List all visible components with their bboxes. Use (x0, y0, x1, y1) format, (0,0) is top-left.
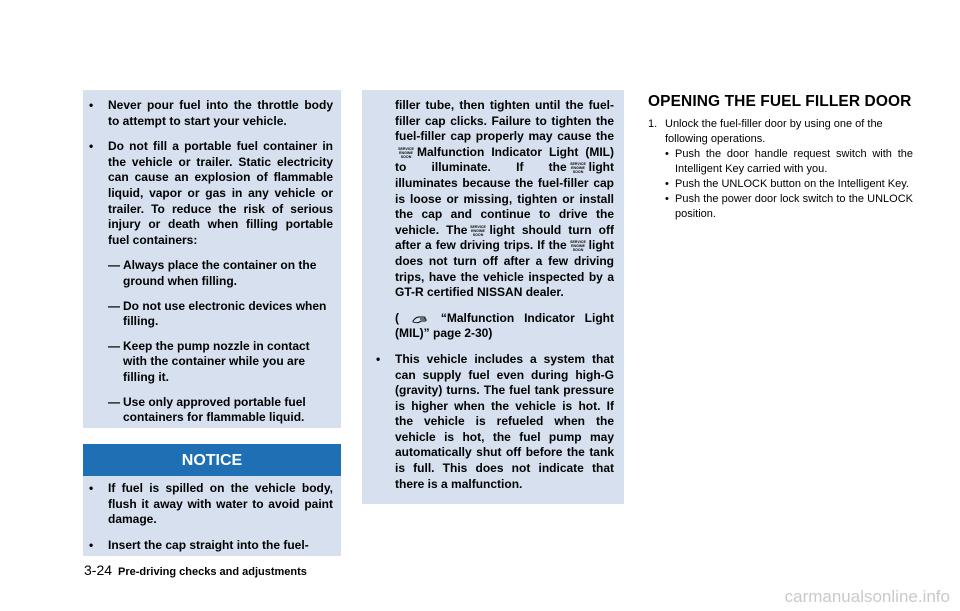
notice-item: • If fuel is spilled on the vehicle body, flush it away with water to avoid paint damage. (89, 481, 333, 527)
service-engine-soon-icon (568, 161, 588, 173)
option-item: • Push the UNLOCK button on the Intelligent Key. (665, 178, 909, 190)
warning-paragraph: filler tube, then tighten until the fuel-filler cap clicks. Failure to tighten the fuel-filler cap properly may cause theMalfunction Indicator Light (MIL) to illuminate. If the light illuminates because the fuel-filler cap is loose or missing, tighten or install the cap and continue to drive the vehicle. The light should turn off after a few driving trips. If the light does not turn off after a few driving trips, have the vehicle inspected by a GT-R certified NISSAN dealer. (395, 98, 614, 300)
warning-box-right (362, 90, 624, 504)
page-footer (84, 562, 307, 578)
warning-subitem: — Use only approved portable fuel containers for flammable liquid. (108, 394, 306, 425)
warning-item: • Do not fill a portable fuel container in the vehicle or trailer. Static electricity can cause an explosion of flammable liquid, vapor or gas in any vehicle or trailer. To reduce the risk of serious injury or death when filling portable fuel containers: (89, 139, 333, 247)
warning-subitem: — Keep the pump nozzle in contact with the container while you are filling it. (108, 338, 310, 384)
service-engine-soon-icon (468, 224, 488, 236)
watermark: carmanualsonline.info (784, 587, 950, 606)
warning-subitem: — Do not use electronic devices when filling. (108, 298, 327, 329)
option-item: • Push the power door lock switch to the UNLOCK position. (665, 193, 913, 220)
cross-reference: ( “Malfunction Indicator Light (MIL)” page 2-30) (395, 310, 614, 341)
warning-item: • Never pour fuel into the throttle body to attempt to start your vehicle. (89, 98, 333, 128)
notice-box (83, 476, 341, 556)
section-heading: OPENING THE FUEL FILLER DOOR (648, 93, 912, 110)
step-item: 1. Unlock the fuel-filler door by using one of the following operations. (648, 118, 883, 145)
notice-title: NOTICE (83, 444, 341, 476)
service-engine-soon-icon (568, 239, 588, 251)
warning-subitem: — Always place the container on the ground when filling. (108, 258, 317, 288)
warning-box-left (83, 90, 341, 428)
notice-item: • Insert the cap straight into the fuel- (89, 537, 309, 552)
warning-item: • This vehicle includes a system that can supply fuel even during high-G (gravity) turns. The fuel tank pressure is higher when the vehicle is hot. If the vehicle is refueled when the vehicle is hot, the fuel pump may automatically shut off before the tank is full. This does not indicate that there is a malfunction. (376, 351, 614, 491)
service-engine-soon-icon (396, 146, 416, 158)
see-reference-icon (410, 312, 430, 324)
fuel-filler-section (648, 93, 913, 222)
option-item: • Push the door handle request switch with the Intelligent Key carried with you. (665, 148, 913, 175)
footer-title: Pre-driving checks and adjustments (118, 566, 307, 578)
page-number: 3-24 (84, 562, 113, 578)
